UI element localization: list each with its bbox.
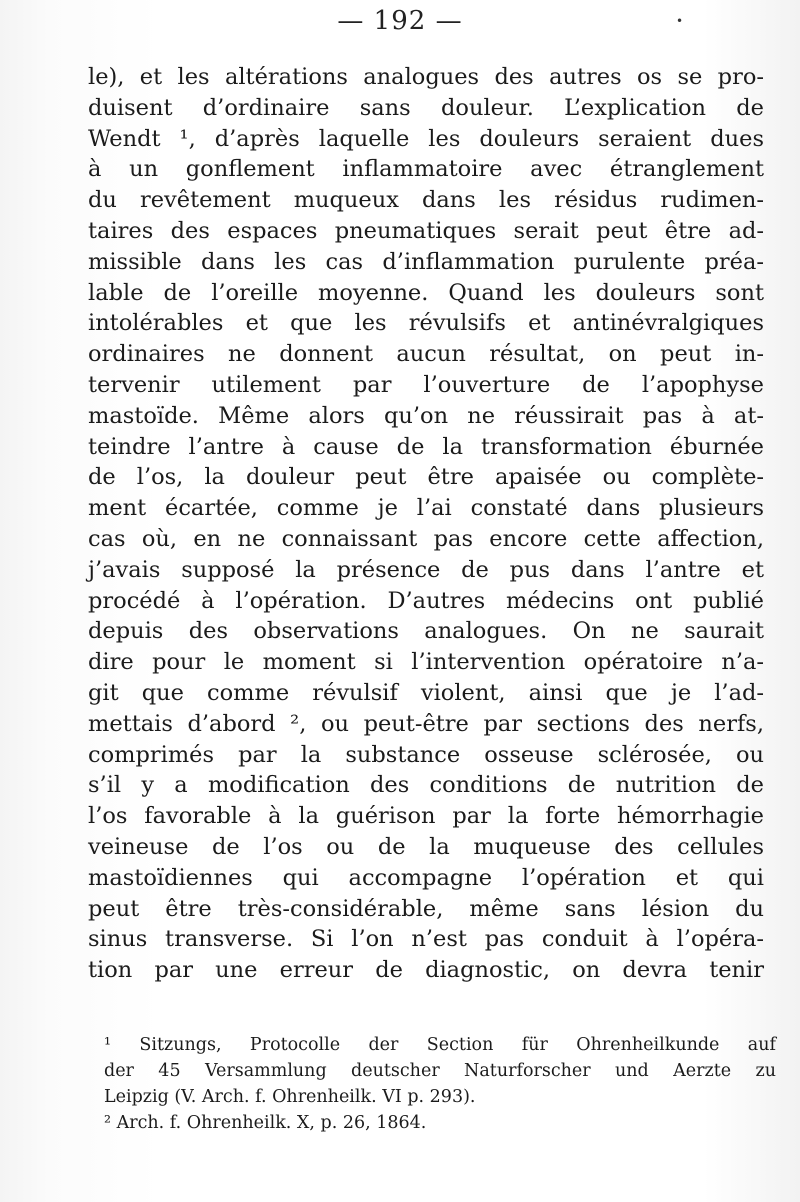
corner-mark: • xyxy=(676,14,684,28)
body-line: mastoïde. Même alors qu’on ne réussirait pas à at- xyxy=(88,402,764,429)
body-line: duisent d’ordinaire sans douleur. L’explication de xyxy=(88,94,764,121)
body-line: le), et les altérations analogues des autres os se pro- xyxy=(88,64,764,90)
body-line: veineuse de l’os ou de la muqueuse des cellules xyxy=(88,833,764,860)
page-number: — 192 — xyxy=(337,6,463,36)
body-line: sinus transverse. Si l’on n’est pas conduit à l’opéra- xyxy=(88,926,764,953)
footnote-line: der 45 Versammlung deutscher Naturforscher und Aerzte zu xyxy=(104,1061,776,1081)
footnote-line: ² Arch. f. Ohrenheilk. X, p. 26, 1864. xyxy=(104,1113,427,1133)
body-line: taires des espaces pneumatiques serait peut être ad- xyxy=(88,217,764,244)
body-line: ordinaires ne donnent aucun résultat, on peut in- xyxy=(88,341,764,368)
body-line: lable de l’oreille moyenne. Quand les douleurs sont xyxy=(88,279,764,306)
footnote-line: ¹ Sitzungs, Protocolle der Section für Ohrenheilkunde auf xyxy=(104,1035,776,1055)
body-text xyxy=(88,62,764,986)
footnote-line: Leipzig (V. Arch. f. Ohrenheilk. VI p. 293). xyxy=(104,1087,476,1107)
body-line: teindre l’antre à cause de la transformation éburnée xyxy=(88,433,764,460)
body-line: procédé à l’opération. D’autres médecins ont publié xyxy=(88,587,764,614)
body-line: missible dans les cas d’inflammation purulente préa- xyxy=(88,248,764,275)
body-line: mastoïdiennes qui accompagne l’opération et qui xyxy=(88,864,764,891)
body-line: j’avais supposé la présence de pus dans l’antre et xyxy=(88,556,764,583)
body-line: mettais d’abord ², ou peut-être par sections des nerfs, xyxy=(88,710,764,737)
body-line: dire pour le moment si l’intervention opératoire n’a- xyxy=(88,649,764,676)
body-line: Wendt ¹, d’après laquelle les douleurs seraient dues xyxy=(88,125,764,152)
body-line: peut être très-considérable, même sans lésion du xyxy=(88,895,764,922)
footnotes xyxy=(104,1032,776,1136)
body-line: à un gonflement inflammatoire avec étranglement xyxy=(88,156,764,183)
body-line: l’os favorable à la guérison par la forte hémorrhagie xyxy=(88,803,764,830)
body-line: intolérables et que les révulsifs et antinévralgiques xyxy=(88,310,764,337)
body-line: de l’os, la douleur peut être apaisée ou complète- xyxy=(88,464,764,491)
body-line: s’il y a modification des conditions de nutrition de xyxy=(88,772,764,799)
body-line: ment écartée, comme je l’ai constaté dans plusieurs xyxy=(88,495,764,522)
body-line: du revêtement muqueux dans les résidus rudimen- xyxy=(88,187,764,214)
body-line: cas où, en ne connaissant pas encore cette affection, xyxy=(88,525,764,552)
body-line: git que comme révulsif violent, ainsi que je l’ad- xyxy=(88,679,764,706)
body-line: tervenir utilement par l’ouverture de l’apophyse xyxy=(88,371,764,398)
body-line: tion par une erreur de diagnostic, on devra tenir xyxy=(88,957,764,984)
body-line: comprimés par la substance osseuse sclérosée, ou xyxy=(88,741,764,768)
body-line: depuis des observations analogues. On ne saurait xyxy=(88,618,764,645)
